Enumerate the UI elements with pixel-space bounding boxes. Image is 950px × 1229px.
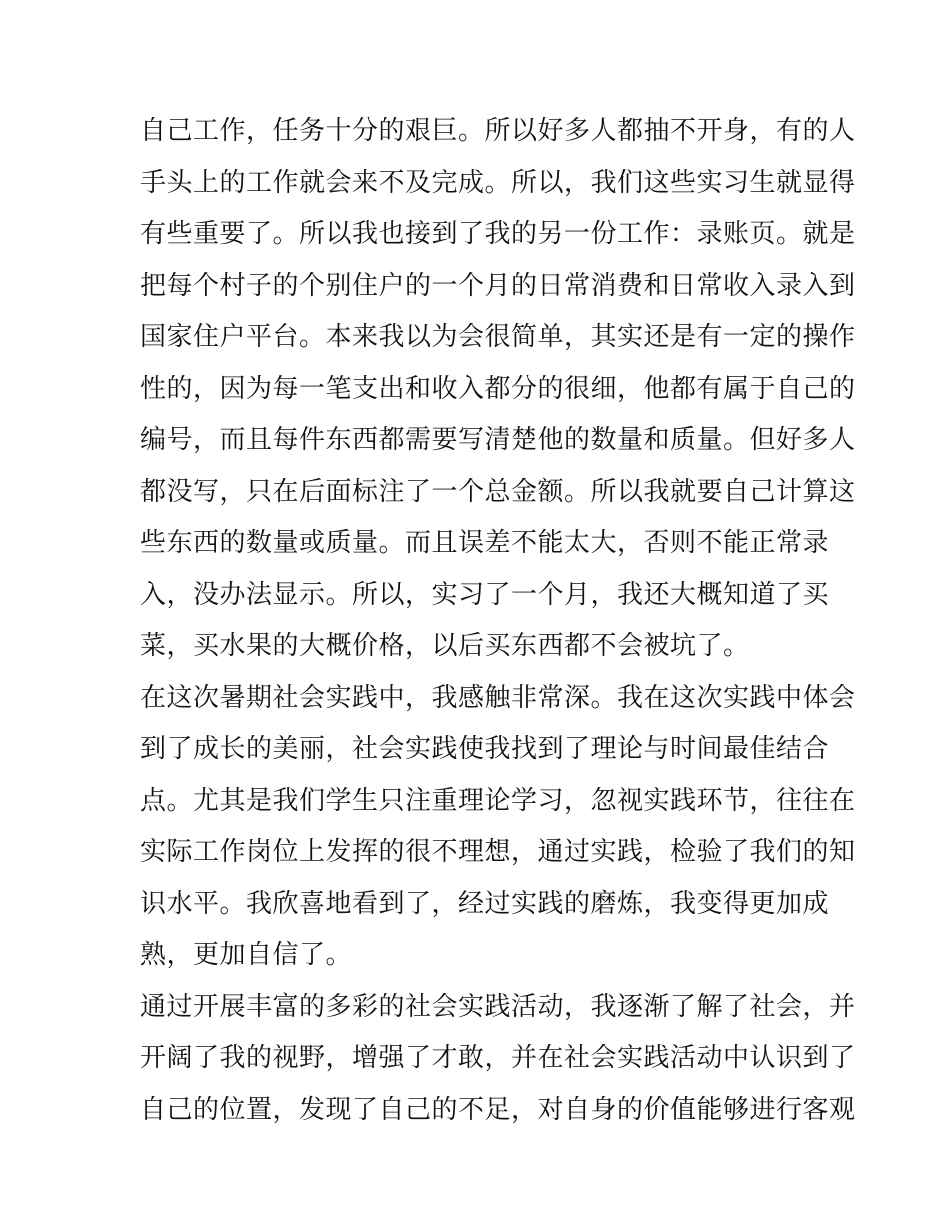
text-line: 性的，因为每一笔支出和收入都分的很细，他都有属于自己的 bbox=[140, 373, 856, 404]
text-line: 识水平。我欣喜地看到了，经过实践的磨炼，我变得更加成 bbox=[140, 888, 830, 919]
text-line: 手头上的工作就会来不及完成。所以，我们这些实习生就显得 bbox=[140, 167, 856, 198]
text-line: 国家住户平台。本来我以为会很简单，其实还是有一定的操作 bbox=[140, 322, 856, 352]
text-line: 通过开展丰富的多彩的社会实践活动，我逐渐了解了社会，并 bbox=[140, 991, 856, 1022]
text-line: 点。尤其是我们学生只注重理论学习，忽视实践环节，往往在 bbox=[140, 785, 856, 816]
text-line: 入，没办法显示。所以，实习了一个月，我还大概知道了买 bbox=[140, 579, 830, 610]
text-line: 些东西的数量或质量。而且误差不能太大，否则不能正常录 bbox=[140, 528, 830, 558]
text-line: 熟，更加自信了。 bbox=[140, 940, 353, 970]
text-line: 自己的位置，发现了自己的不足，对自身的价值能够进行客观 bbox=[140, 1094, 856, 1125]
text-line: 在这次暑期社会实践中，我感触非常深。我在这次实践中体会 bbox=[140, 682, 856, 713]
text-line: 编号，而且每件东西都需要写清楚他的数量和质量。但好多人 bbox=[140, 425, 856, 455]
text-line: 到了成长的美丽，社会实践使我找到了理论与时间最佳结合 bbox=[140, 734, 830, 764]
text-line: 有些重要了。所以我也接到了我的另一份工作：录账页。就是 bbox=[140, 219, 856, 249]
text-line: 都没写，只在后面标注了一个总金额。所以我就要自己计算这 bbox=[140, 476, 856, 507]
text-line: 自己工作，任务十分的艰巨。所以好多人都抽不开身，有的人 bbox=[140, 116, 856, 146]
body-text bbox=[140, 106, 856, 1136]
text-line: 实际工作岗位上发挥的很不理想，通过实践，检验了我们的知 bbox=[140, 837, 856, 867]
text-line: 菜，买水果的大概价格，以后买东西都不会被坑了。 bbox=[140, 631, 750, 661]
text-line: 开阔了我的视野，增强了才敢，并在社会实践活动中认识到了 bbox=[140, 1043, 856, 1073]
text-line: 把每个村子的个别住户的一个月的日常消费和日常收入录入到 bbox=[140, 270, 856, 301]
